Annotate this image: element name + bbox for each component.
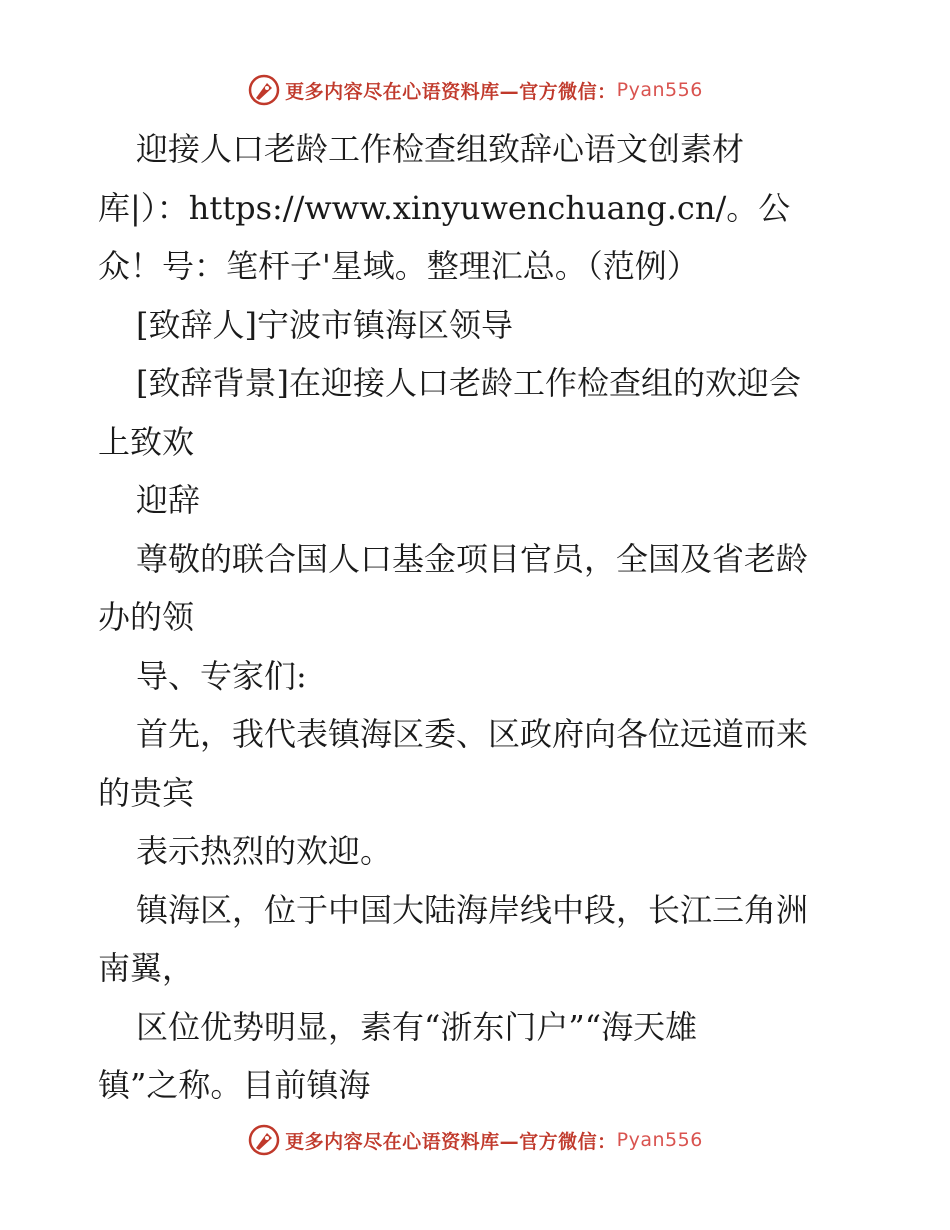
header-banner (0, 70, 950, 110)
body-line: 的贵宾 (98, 773, 195, 812)
salutation-line: 尊敬的联合国人口基金项目官员，全国及省老龄 (136, 539, 809, 578)
body-line: 办的领 (98, 598, 195, 636)
body-line: 导、专家们: (136, 656, 307, 695)
body-line: 众！号：笔杆子'星域。整理汇总。（范例） (98, 247, 699, 285)
body-line: 区位优势明显，素有“浙东门户”“海天雄 (136, 1007, 698, 1046)
banner-text: 更多内容尽在心语资料库—官方微信： (285, 1130, 617, 1153)
pen-nib-logo-icon (247, 1123, 281, 1157)
body-line: 表示热烈的欢迎。 (136, 832, 393, 870)
footer-banner (0, 1120, 950, 1160)
body-line: 南翼， (98, 949, 195, 987)
body-line: 库|）：https://www.xinyuwenchuang.cn/。公 (98, 188, 791, 227)
banner-text: 更多内容尽在心语资料库—官方微信： (285, 80, 617, 103)
background-line: [致辞背景]在迎接人口老龄工作检查组的欢迎会 (136, 364, 801, 402)
body-line: 镇海区，位于中国大陆海岸线中段，长江三角洲 (136, 890, 809, 929)
speaker-line: [致辞人]宁波市镇海区领导 (136, 305, 513, 344)
body-line: 迎辞 (136, 481, 201, 519)
banner-wechat-handle: Pyan556 (616, 1129, 703, 1151)
body-line: 首先，我代表镇海区委、区政府向各位远道而来 (136, 715, 809, 753)
banner-wechat-handle: Pyan556 (616, 79, 703, 101)
document-body (98, 120, 858, 1115)
body-line: 迎接人口老龄工作检查组致辞心语文创素材 (136, 130, 745, 168)
body-line: 镇”之称。目前镇海 (98, 1066, 371, 1104)
body-line: 上致欢 (98, 422, 195, 461)
pen-nib-logo-icon (247, 73, 281, 107)
